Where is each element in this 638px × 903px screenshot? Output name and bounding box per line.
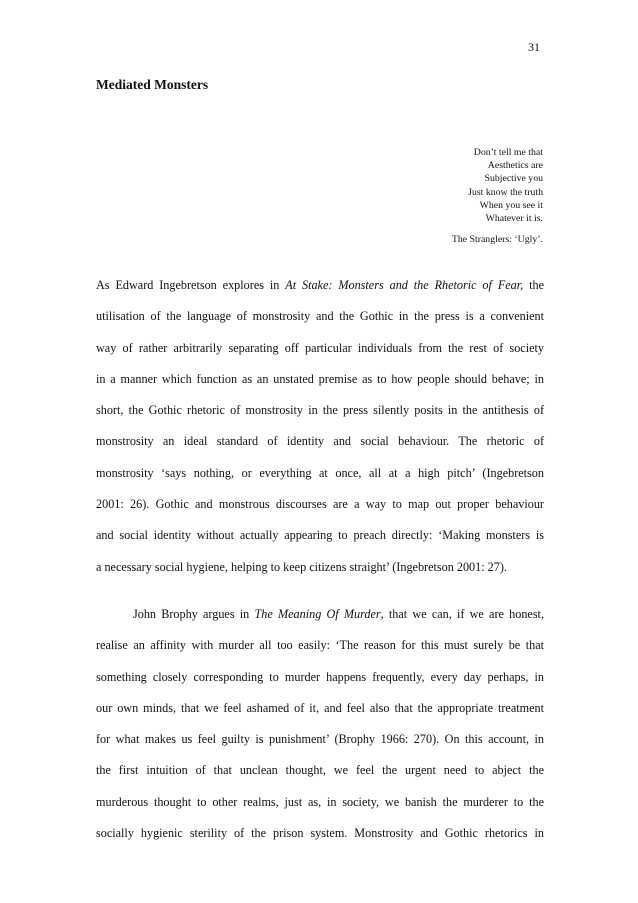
paragraph-line: utilisation of the language of monstrosity and the Gothic in the press is a convenient xyxy=(96,309,544,324)
epigraph-line: Aesthetics are xyxy=(487,160,543,172)
paragraph-line: 2001: 26). Gothic and monstrous discourses are a way to map out proper behaviour xyxy=(96,497,544,512)
paragraph-line: something closely corresponding to murder happens frequently, every day perhaps, in xyxy=(96,669,544,684)
book-title: The Meaning Of Murder xyxy=(254,607,381,621)
epigraph-attribution: The Stranglers: ‘Ugly’. xyxy=(451,234,543,246)
body-paragraph-1 xyxy=(96,270,544,583)
paragraph-line: socially hygienic sterility of the prison system. Monstrosity and Gothic rhetorics in xyxy=(96,826,544,841)
text-run: As Edward Ingebretson explores in xyxy=(96,278,286,292)
body-paragraph-2 xyxy=(96,599,544,849)
epigraph-line: When you see it xyxy=(479,199,543,211)
epigraph-line: Don’t tell me that xyxy=(473,147,543,158)
epigraph-line: Whatever it is. xyxy=(485,213,543,225)
paragraph-line: a necessary social hygiene, helping to keep citizens straight’ (Ingebretson 2001: 27). xyxy=(96,559,507,574)
paragraph-line: realise an affinity with murder all too easily: ‘The reason for this must surely be that xyxy=(96,638,544,653)
book-title: At Stake: Monsters and the Rhetoric of Fear, xyxy=(285,278,524,292)
paragraph-line: way of rather arbitrarily separating off particular individuals from the rest of society xyxy=(96,340,544,355)
section-heading: Mediated Monsters xyxy=(96,77,209,92)
page-number: 31 xyxy=(528,40,540,54)
epigraph xyxy=(452,146,543,246)
paragraph-line: monstrosity an ideal standard of identity and social behaviour. The rhetoric of xyxy=(96,434,544,449)
paragraph-line: and social identity without actually appearing to preach directly: ‘Making monsters is xyxy=(96,528,544,543)
epigraph-line: Subjective you xyxy=(484,173,543,185)
paragraph-line: the first intuition of that unclean thought, we feel the urgent need to abject the xyxy=(96,763,544,778)
text-run: the xyxy=(523,278,544,292)
paragraph-line: murderous thought to other realms, just as, in society, we banish the murderer to the xyxy=(96,794,544,809)
paragraph-line xyxy=(96,270,544,301)
text-run: , that we can, if we are honest, xyxy=(380,607,544,621)
paragraph-line: short, the Gothic rhetoric of monstrosity in the press silently posits in the antithesis of xyxy=(96,403,544,418)
paragraph-line: in a manner which function as an unstated premise as to how people should behave; in xyxy=(96,371,544,386)
paragraph-line: for what makes us feel guilty is punishment’ (Brophy 1966: 270). On this account, in xyxy=(96,732,544,747)
paragraph-line xyxy=(96,599,544,630)
paragraph-line: monstrosity ‘says nothing, or everything at once, all at a high pitch’ (Ingebretson xyxy=(96,465,544,480)
text-run: John Brophy argues in xyxy=(133,607,255,621)
paragraph-line: our own minds, that we feel ashamed of it, and feel also that the appropriate treatment xyxy=(96,700,544,715)
epigraph-line: Just know the truth xyxy=(468,186,543,198)
